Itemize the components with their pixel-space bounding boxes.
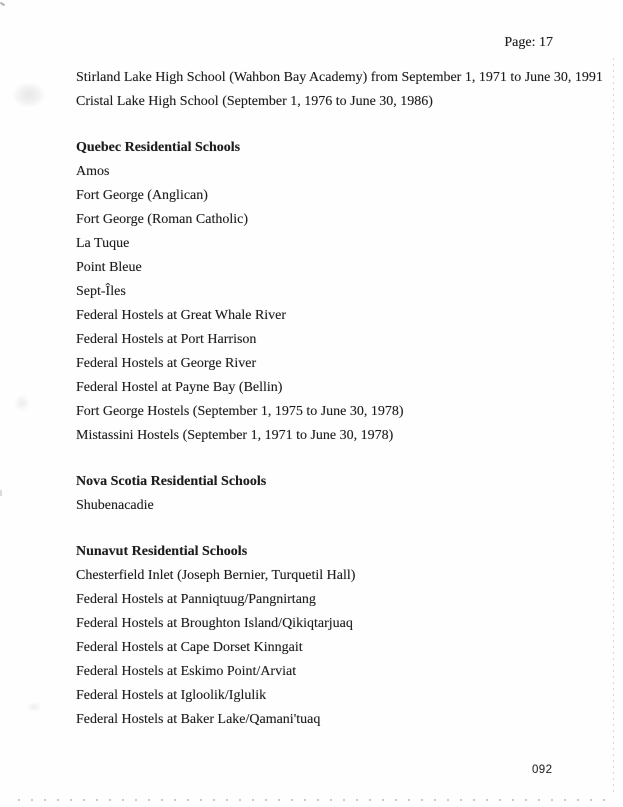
document-line: Federal Hostels at Panniqtuug/Pangnirtang <box>76 592 316 607</box>
scan-artifact-edge <box>0 490 2 496</box>
section <box>76 470 587 518</box>
document-line: Federal Hostels at Baker Lake/Qamani'tuaq <box>76 712 321 727</box>
document-line: Shubenacadie <box>76 498 154 513</box>
document-line: Federal Hostels at Port Harrison <box>76 332 257 347</box>
section <box>76 136 587 448</box>
intro-lines <box>76 66 603 114</box>
document-line: Federal Hostels at Broughton Island/Qikiqtarjuaq <box>76 616 353 631</box>
document-line: Sept-Îles <box>76 284 126 299</box>
document-line: Fort George (Roman Catholic) <box>76 212 248 227</box>
document-line: Federal Hostels at George River <box>76 356 257 371</box>
document-body <box>76 66 603 732</box>
document-line: Fort George Hostels (September 1, 1975 to June 30, 1978) <box>76 404 404 419</box>
document-line: Amos <box>76 164 110 179</box>
document-line: Cristal Lake High School (September 1, 1976 to June 30, 1986) <box>76 94 433 109</box>
section-heading: Nunavut Residential Schools <box>76 544 248 559</box>
scan-artifact-bottom-edge <box>18 799 615 801</box>
sections <box>76 136 587 732</box>
document-line: Fort George (Anglican) <box>76 188 208 203</box>
document-line: Federal Hostels at Cape Dorset Kinngait <box>76 640 303 655</box>
section-heading: Quebec Residential Schools <box>76 140 241 155</box>
document-line: Federal Hostels at Eskimo Point/Arviat <box>76 664 297 679</box>
document-line: Mistassini Hostels (September 1, 1971 to June 30, 1978) <box>76 428 394 443</box>
stamp-number-footer: 092 <box>532 764 553 776</box>
scan-artifact-smudge <box>14 394 30 412</box>
section-heading: Nova Scotia Residential Schools <box>76 474 267 489</box>
document-line: Stirland Lake High School (Wahbon Bay Academy) from September 1, 1971 to June 30, 1991 <box>76 70 603 85</box>
page-number-header: Page: 17 <box>504 35 553 50</box>
document-line: Federal Hostel at Payne Bay (Bellin) <box>76 380 283 395</box>
scan-artifact-corner <box>0 2 5 7</box>
section <box>76 540 587 732</box>
document-line: Federal Hostels at Great Whale River <box>76 308 287 323</box>
scan-artifact-smudge <box>12 82 46 108</box>
document-line: Point Bleue <box>76 260 142 275</box>
document-line: La Tuque <box>76 236 130 251</box>
scan-artifact-edge <box>613 58 614 793</box>
document-line: Federal Hostels at Igloolik/Iglulik <box>76 688 267 703</box>
document-line: Chesterfield Inlet (Joseph Bernier, Turquetil Hall) <box>76 568 356 583</box>
scan-artifact-smudge <box>26 702 42 712</box>
